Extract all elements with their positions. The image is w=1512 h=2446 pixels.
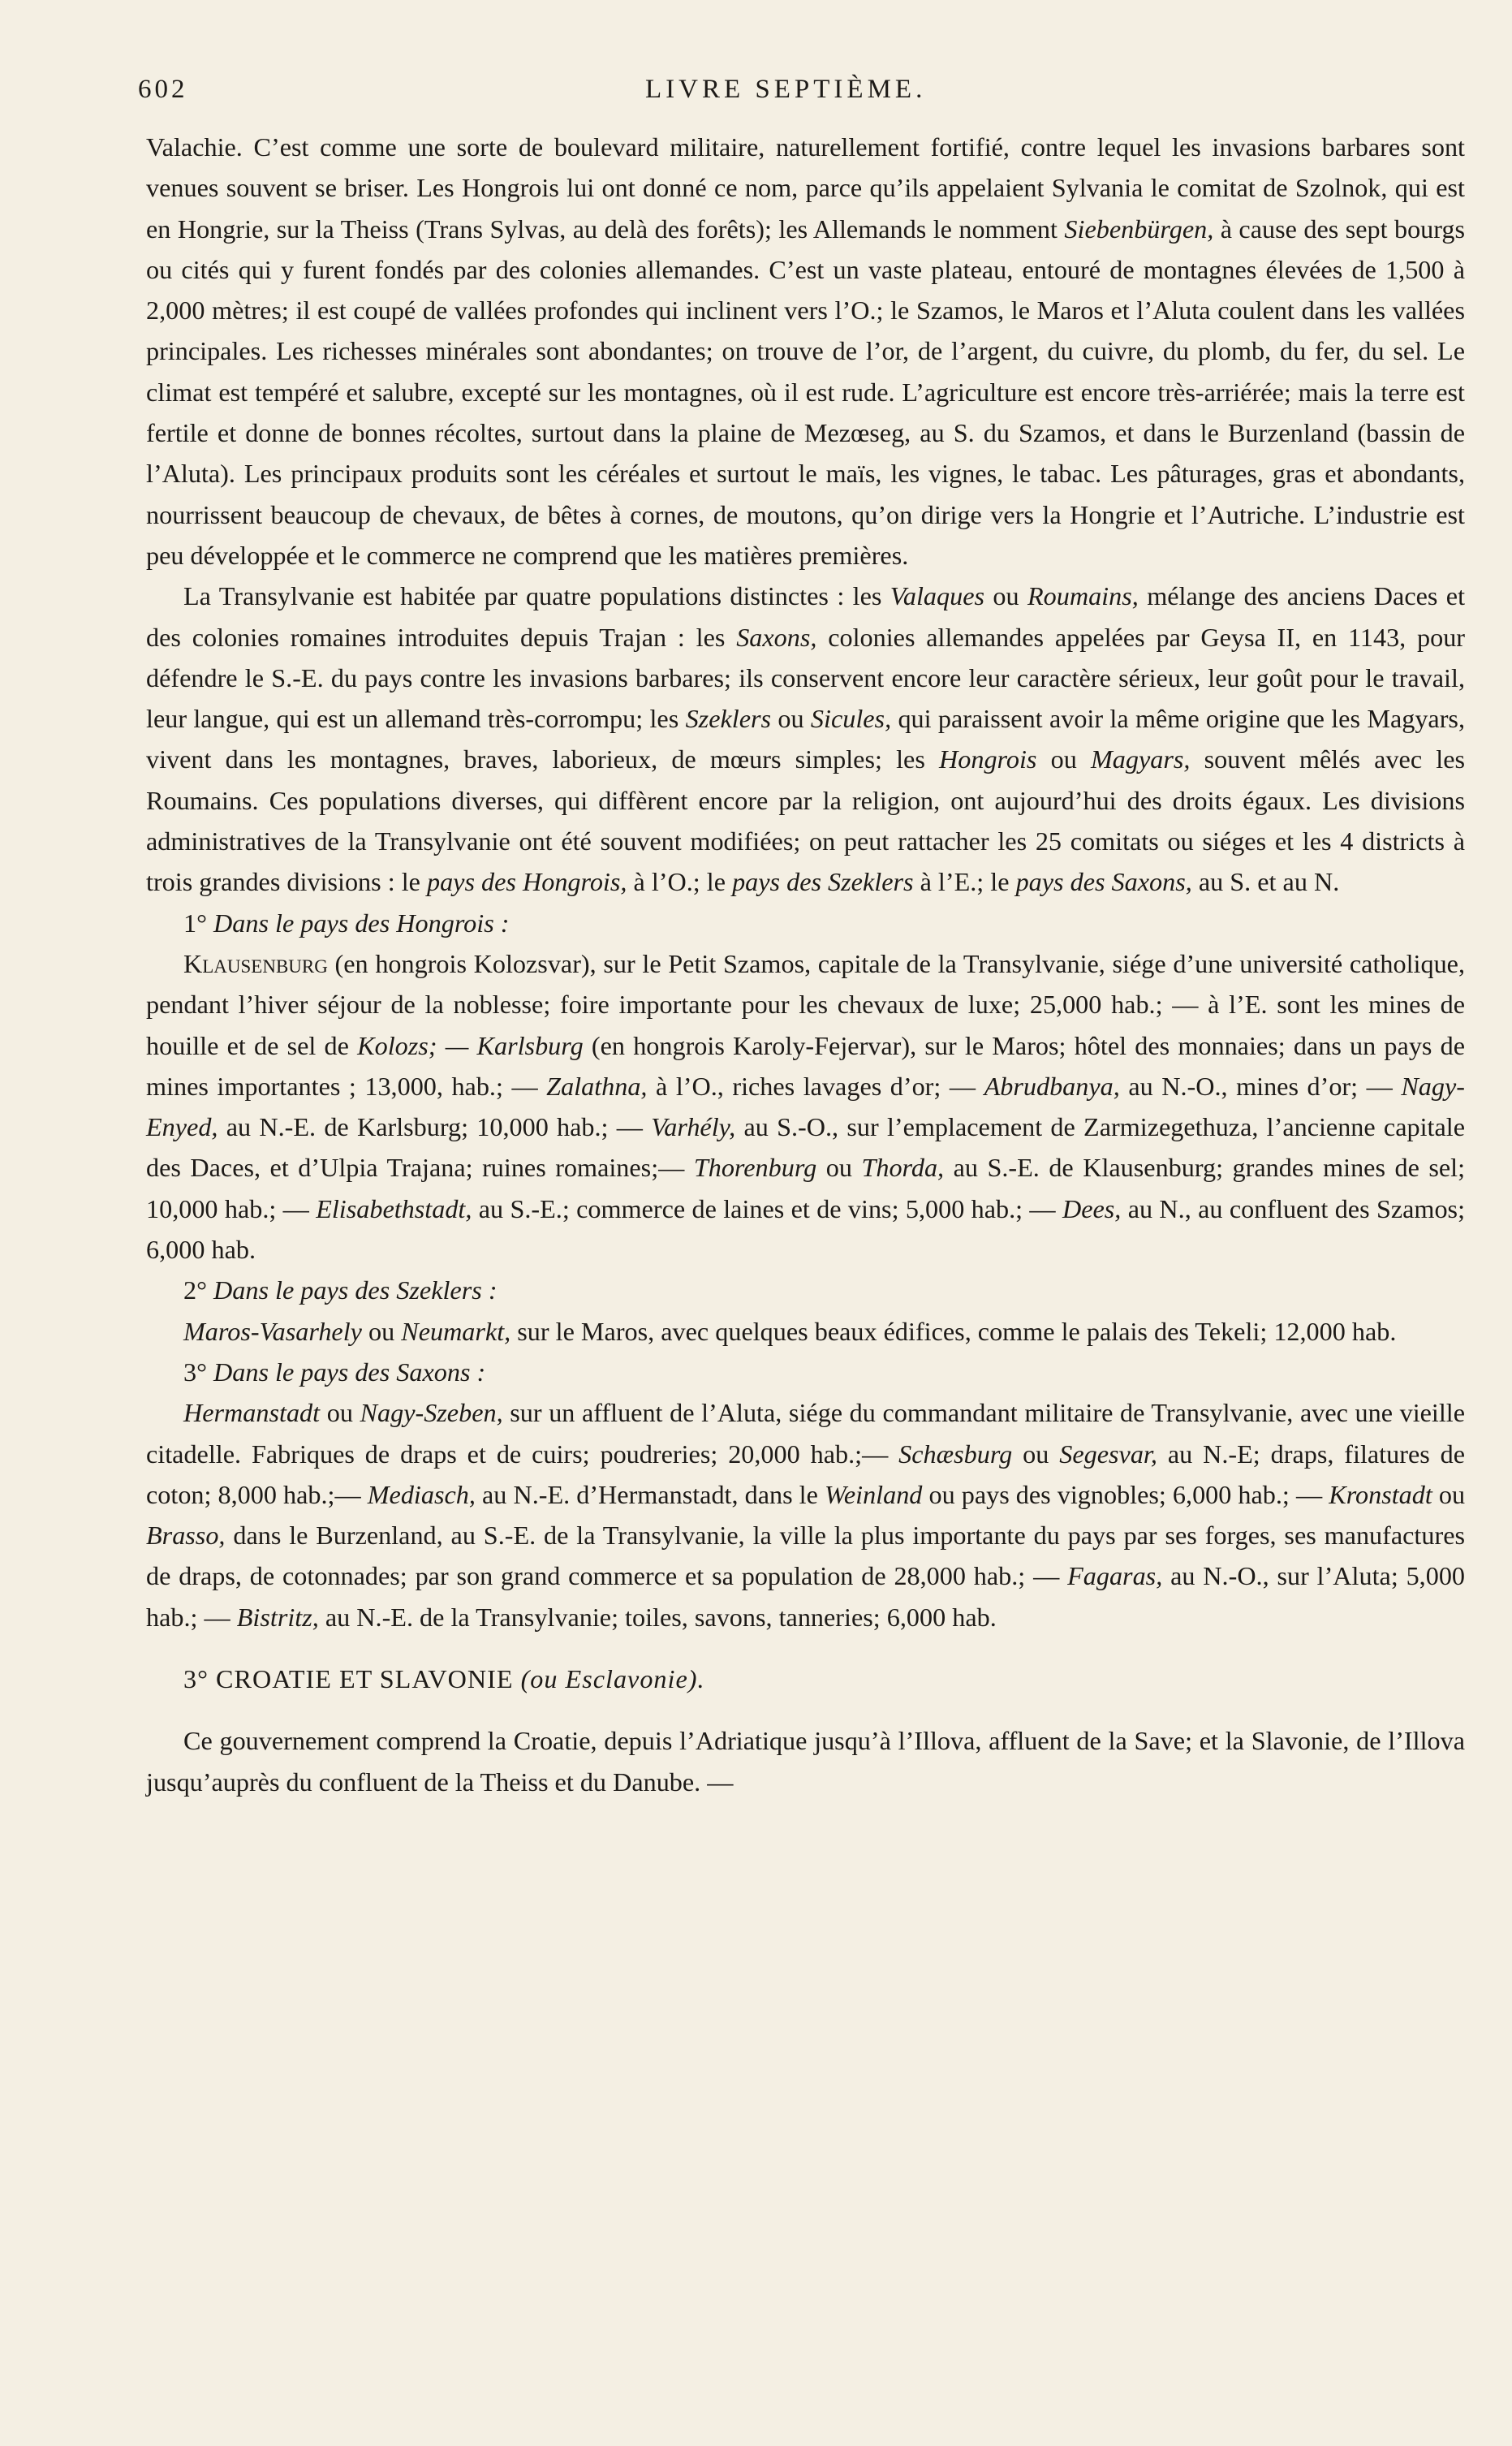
text-run: La Transylvanie est habitée par quatre populations distinctes : les [183,581,882,611]
text-run: au S.-O., sur l’emplacement de Zarmizegethuza, l’ancienne capitale des Daces, et d’Ulpia Trajana; ruines romaines;— [146,1112,1466,1183]
text-run: au S.-E. de Klausenburg; grandes mines de sel; 10,000 hab.; — [146,1153,1466,1223]
italic-term: Mediasch, [367,1479,476,1509]
text-run: (en hongrois Karoly-Fejervar), sur le Maros; hôtel des monnaies; dans un pays de mines importantes ; 13,000, hab.; — [146,1030,1466,1101]
section-heading-croatie [146,1659,1465,1699]
italic-term: Nagy-Enyed, [146,1071,1465,1142]
text-run: au S.-E.; commerce de laines et de vins; 5,000 hab.; — [478,1193,1056,1223]
text-run: à l’O.; le [633,867,726,897]
text-run: dans le Burzenland, au S.-E. de la Transylvanie, la ville la plus importante du pays par ses forges, ses manufactures de draps, de cotonnades; par son grand commerce et sa population de 28,000 hab.; — [146,1521,1466,1591]
text-run: sur le Maros, avec quelques beaux édifices, comme le palais des Tekeli; 12,000 hab. [517,1316,1397,1346]
italic-term: Magyars, [1090,744,1191,774]
section-subtitle: (ou Esclavonie). [520,1663,705,1693]
text-run: ou [1438,1479,1466,1509]
subheading-number: 3° [183,1357,207,1387]
paragraph-transylvanie-description [146,127,1465,576]
italic-term: Sicules, [810,704,892,734]
subheading-number: 2° [183,1275,207,1305]
text-run: qui paraissent avoir la même origine que les Magyars, vivent dans les montagnes, braves, laborieux, de mœurs simples; les [146,704,1465,774]
italic-term: Elisabethstadt, [316,1193,472,1223]
text-run: au S. et au N. [1198,867,1340,897]
paragraph-szeklers-cities [146,1311,1465,1352]
text-run: souvent mêlés avec les Roumains. Ces populations diverses, qui diffèrent encore par la religion, ont aujourd’hui des droits égaux. Les divisions administratives de la Transylvanie ont été souvent modifiées; on peut rattacher les 25 comitats ou siéges et les 4 districts à trois grandes divisions : le [146,744,1466,897]
text-run: ou pays des vignobles; 6,000 hab.; — [928,1479,1323,1509]
text-run: mélange des anciens Daces et des colonies romaines introduites depuis Trajan : les [146,581,1466,652]
paragraph-saxons-cities [146,1392,1465,1637]
text-run: au N.-O., mines d’or; — [1128,1071,1393,1101]
text-run: Ce gouvernement comprend la Croatie, depuis l’Adriatique jusqu’à l’Illova, affluent de la Save; et la Slavonie, de l’Illova jusqu’auprès du confluent de la Theiss et du Danube. — [146,1726,1465,1797]
city-name-smallcaps: Klausenburg [183,948,328,978]
italic-term: Fagaras, [1067,1561,1163,1591]
italic-term: Brasso, [146,1521,226,1551]
italic-term: Nagy-Szeben, [360,1398,503,1428]
italic-term: Weinland [824,1479,923,1509]
page-number: 602 [138,75,188,104]
italic-term: Thorenburg [693,1153,817,1183]
text-run: au N.-E. d’Hermanstadt, dans le [482,1479,818,1509]
section-title: CROATIE ET SLAVONIE [216,1663,514,1693]
italic-term: Abrudbanya, [984,1071,1120,1101]
text-run: (en hongrois Kolozsvar), sur le Petit Szamos, capitale de la Transylvanie, siége d’une université catholique, pendant l’hiver séjour de la noblesse; foire importante pour les chevaux de luxe; 25,000 hab.; — à l’E. sont les mines de houille et de sel de [146,948,1465,1060]
italic-term: Valaques [890,581,985,611]
italic-term: Roumains, [1027,581,1139,611]
italic-term: pays des Saxons, [1015,867,1192,897]
text-run: au N.-E. de Karlsburg; 10,000 hab.; — [226,1112,643,1142]
subheading-szeklers [146,1270,1465,1310]
subheading-text: Dans le pays des Hongrois : [213,908,510,938]
italic-term: pays des Szeklers [732,867,914,897]
italic-term: pays des Hongrois, [426,867,627,897]
subheading-hongrois [146,903,1465,943]
italic-term: Dees, [1062,1193,1122,1223]
italic-term: Thorda, [861,1153,945,1183]
paragraph-hongrois-cities [146,943,1465,1270]
text-run: à l’O., riches lavages d’or; — [656,1071,976,1101]
italic-term: Siebenbürgen, [1064,214,1214,244]
subheading-text: Dans le pays des Saxons : [213,1357,486,1387]
text-run: à cause des sept bourgs ou cités qui y furent fondés par des colonies allemandes. C’est un vaste plateau, entouré de montagnes élevées de 1,500 à 2,000 mètres; il est coupé de vallées profondes qui inclinent vers l’O.; le Szamos, le Maros et l’Aluta coulent dans les vallées principales. Les richesses minérales sont abondantes; on trouve de l’or, de l’argent, du cuivre, du plomb, du fer, du sel. Le climat est tempéré et salubre, excepté sur les montagnes, où il est rude. L’agriculture est encore très-arriérée; mais la terre est fertile et donne de bonnes récoltes, surtout dans la plaine de Mezœseg, au S. du Szamos, et dans le Burzenland (bassin de l’Aluta). Les principaux produits sont les céréales et surtout le maïs, les vignes, le tabac. Les pâturages, gras et abondants, nourrissent beaucoup de chevaux, de bêtes à cornes, de moutons, qu’on dirige vers la Hongrie et l’Autriche. L’industrie est peu développée et le commerce ne comprend que les matières premières. [146,214,1466,570]
subheading-text: Dans le pays des Szeklers : [213,1275,498,1305]
italic-term: Kolozs; — Karlsburg [357,1030,584,1060]
subheading-saxons [146,1352,1465,1392]
italic-term: Varhély, [651,1112,736,1142]
text-run: ou [326,1398,353,1428]
text-run: au N.-E. de la Transylvanie; toiles, savons, tanneries; 6,000 hab. [325,1602,997,1632]
text-run: sur un affluent de l’Aluta, siége du commandant militaire de Transylvanie, avec une vieille citadelle. Fabriques de draps et de cuirs; poudreries; 20,000 hab.;— [146,1398,1466,1469]
text-run: Valachie. C’est comme une sorte de boulevard militaire, naturellement fortifié, contre lequel les invasions barbares sont venues souvent se briser. Les Hongrois lui ont donné ce nom, parce qu’ils appelaient Sylvania le comitat de Szolnok, qui est en Hongrie, sur la Theiss (Trans Sylvas, au delà des forêts); les Allemands le nomment [146,132,1465,244]
text-run: ou [1023,1439,1049,1469]
italic-term: Hongrois [939,744,1037,774]
paragraph-populations [146,576,1465,902]
text-run: ou [993,581,1019,611]
text-run: au N.-E; draps, filatures de coton; 8,000 hab.;— [146,1439,1466,1509]
italic-term: Szeklers [685,704,772,734]
text-run: ou [825,1153,852,1183]
italic-term: Saxons, [736,622,817,652]
text-run: ou [1050,744,1077,774]
text-run: au N.-O., sur l’Aluta; 5,000 hab.; — [146,1561,1466,1632]
italic-term: Schæsburg [898,1439,1013,1469]
italic-term: Kronstadt [1329,1479,1432,1509]
page-header [138,75,1488,115]
italic-term: Hermanstadt [183,1398,321,1428]
italic-term: Bistritz, [236,1602,319,1632]
italic-term: Zalathna, [546,1071,648,1101]
italic-term: Maros-Vasarhely [183,1316,362,1346]
text-run: ou [778,704,804,734]
paragraph-croatie [146,1720,1465,1802]
text-run: colonies allemandes appelées par Geysa II, en 1143, pour défendre le S.-E. du pays contre les invasions barbares; ils conservent encore leur caractère sérieux, leur goût pour le travail, leur langue, qui est un allemand très-corrompu; les [146,622,1466,734]
section-number: 3° [183,1663,209,1693]
italic-term: Segesvar, [1059,1439,1157,1469]
body-text [146,127,1465,1802]
running-title: LIVRE SEPTIÈME. [645,75,927,104]
text-run: ou [368,1316,395,1346]
subheading-number: 1° [183,908,207,938]
text-run: à l’E.; le [920,867,1010,897]
text-run: au N., au confluent des Szamos; 6,000 hab. [146,1193,1466,1265]
italic-term: Neumarkt, [401,1316,511,1346]
